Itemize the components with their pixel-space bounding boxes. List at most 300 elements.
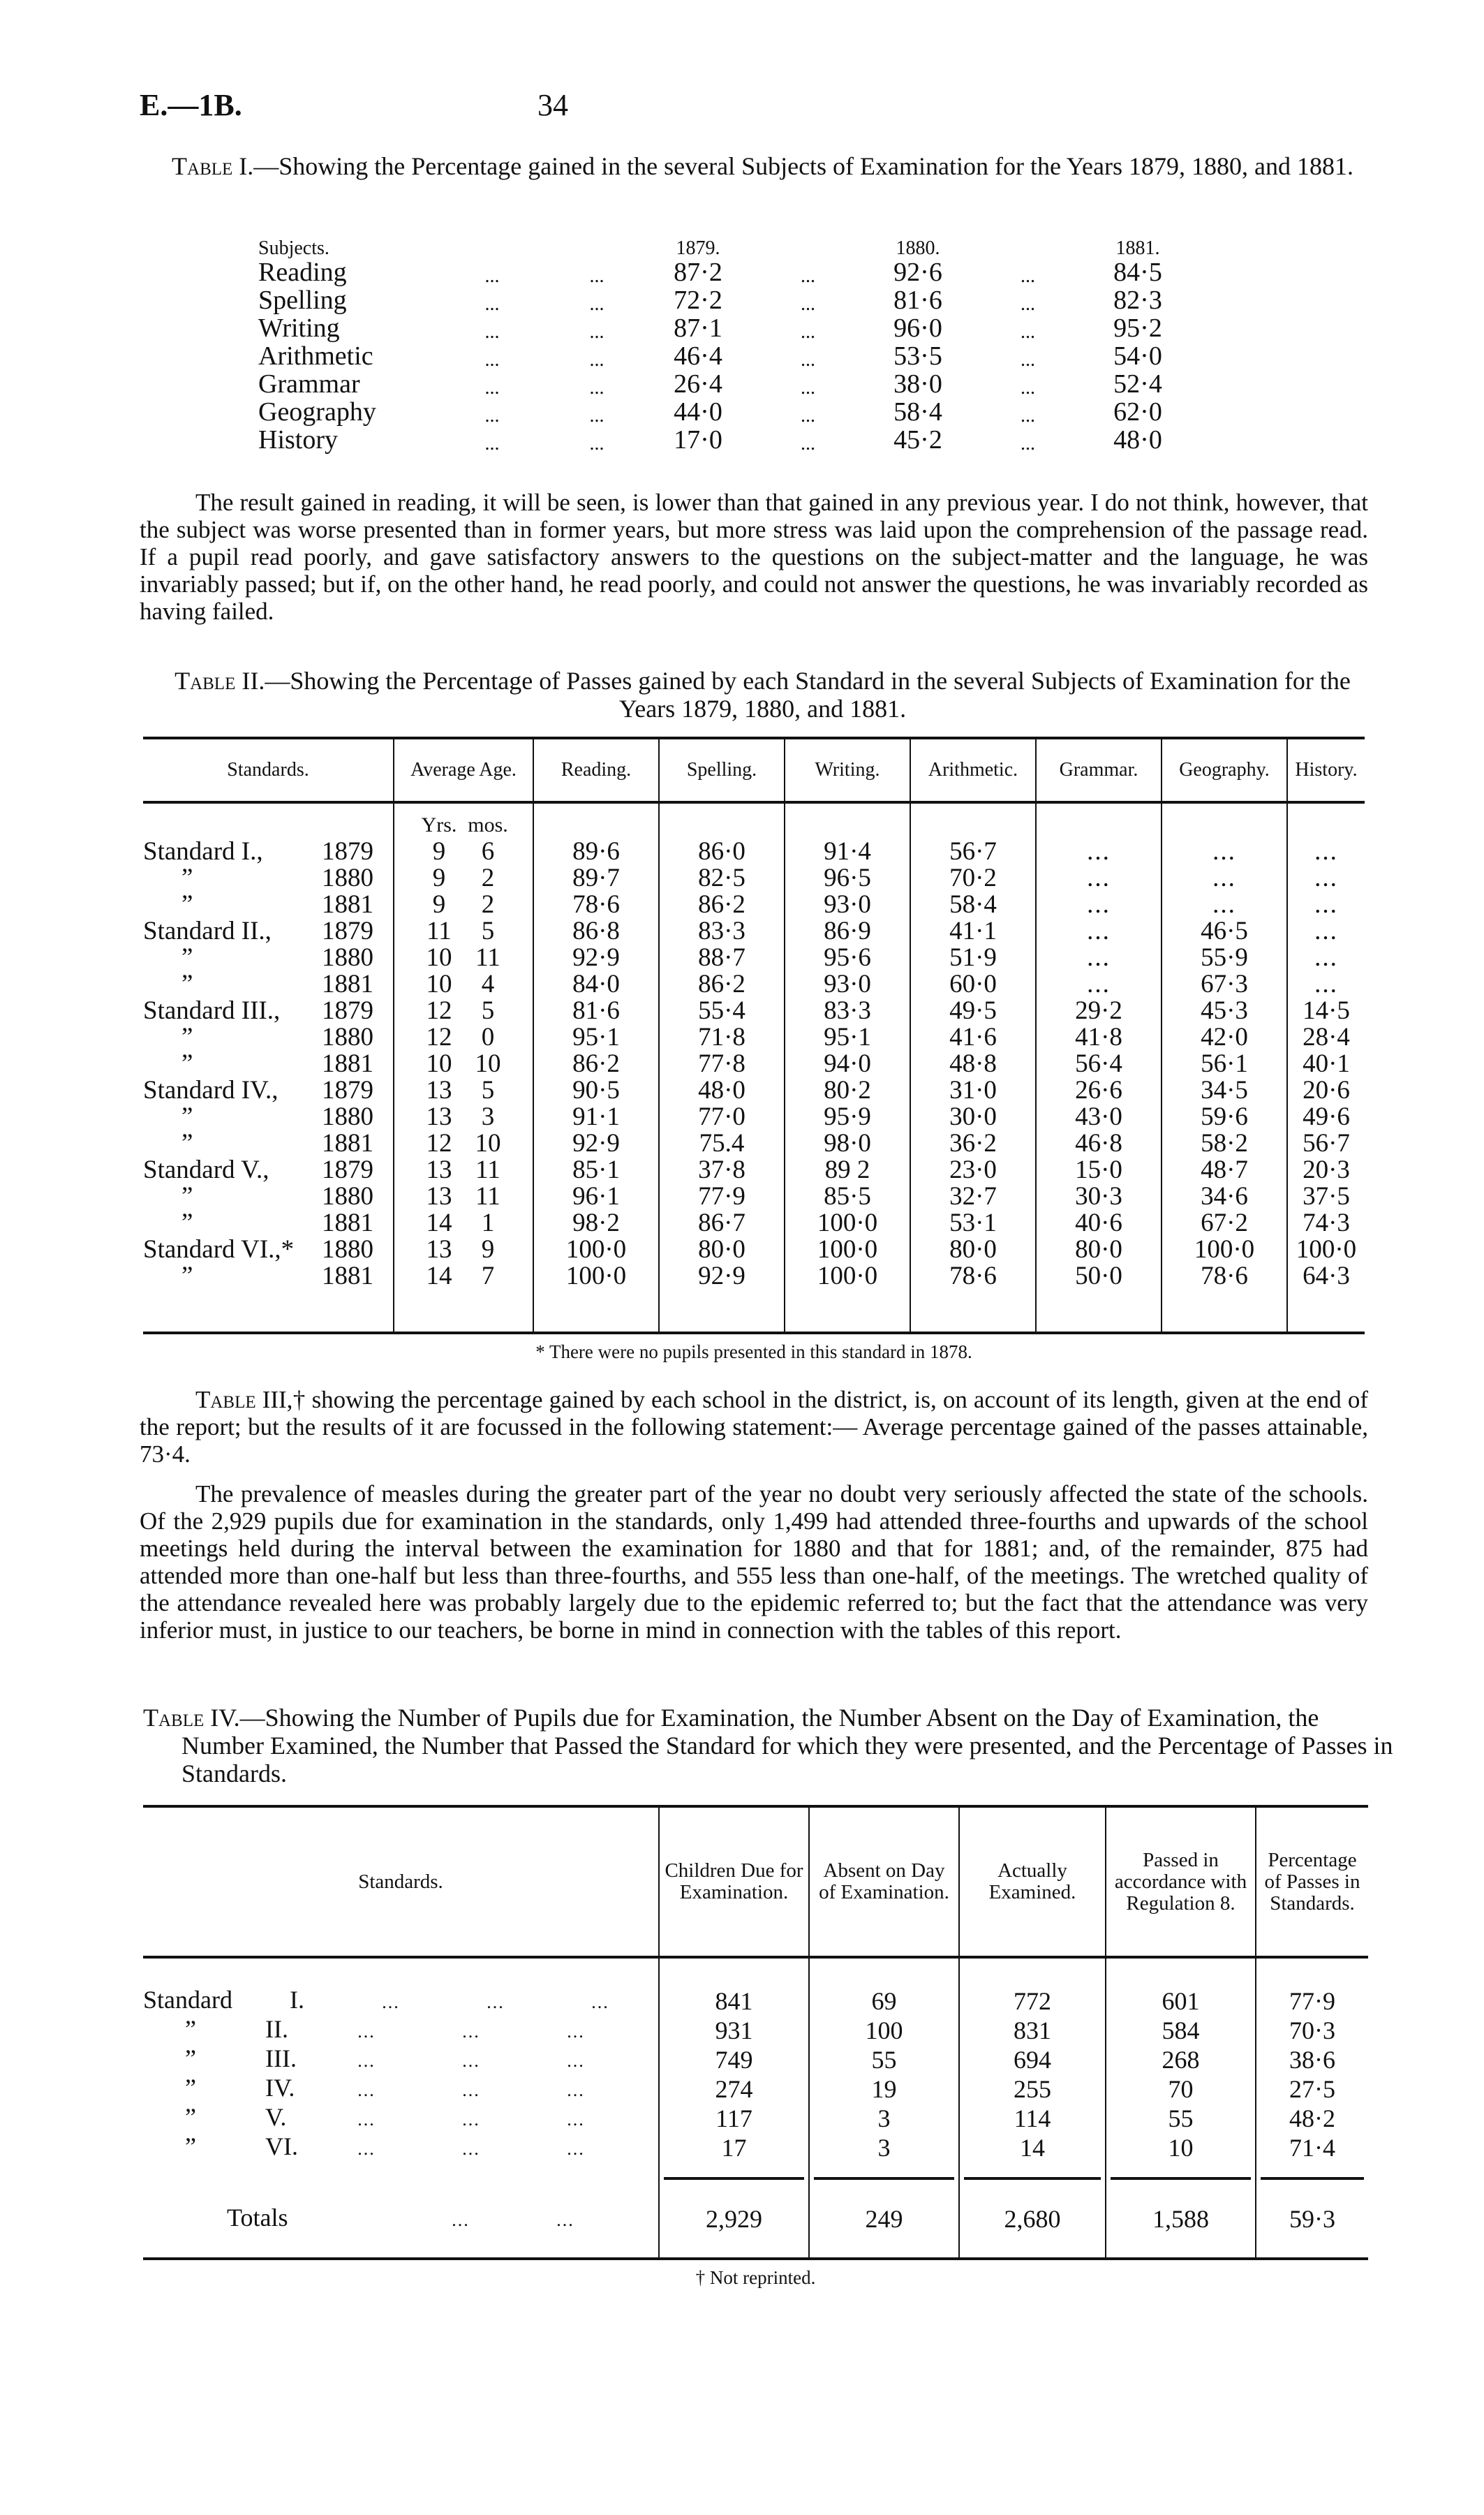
- cell-passed: 268: [1106, 2045, 1256, 2074]
- header-standards: Standards.: [227, 759, 309, 781]
- year: 1880: [322, 1102, 373, 1131]
- age-months: 5: [481, 917, 495, 945]
- standard-roman: V.: [265, 2103, 287, 2131]
- year: 1880: [322, 1023, 373, 1052]
- totals-label: Totals: [227, 2204, 288, 2232]
- cell-absent: 3: [809, 2133, 959, 2162]
- cell-geography: 56·1: [1162, 1051, 1287, 1077]
- total-due: 2,929: [659, 2181, 809, 2257]
- subject-name: History: [258, 425, 338, 455]
- value-1879: 87·1: [674, 314, 722, 343]
- cell-grammar: 29·2: [1036, 998, 1162, 1024]
- cell-reading: 91·1: [533, 1104, 659, 1130]
- cell-absent: 3: [809, 2104, 959, 2133]
- leader-dots: ...: [484, 433, 500, 455]
- value-1881: 84·5: [1113, 258, 1162, 287]
- leader-dots: ...: [589, 265, 604, 287]
- leader-dots: ...: [567, 2021, 585, 2042]
- header-percentage: Percentage of Passes in Standards.: [1256, 1808, 1368, 1957]
- cell-arithmetic: 58·4: [910, 892, 1036, 918]
- table2-row: [143, 1263, 1365, 1290]
- cell-arithmetic: 36·2: [910, 1130, 1036, 1157]
- value-1879: 72·2: [674, 286, 722, 315]
- cell-spelling: 82·5: [659, 865, 785, 892]
- cell-spelling: 77·8: [659, 1051, 785, 1077]
- total-percentage: 59·3: [1256, 2181, 1368, 2257]
- standard-label: ”: [181, 1182, 193, 1211]
- leader-dots: ...: [357, 2051, 376, 2071]
- leader-dots: ...: [801, 377, 815, 399]
- standard-label: Standard I.,: [143, 837, 263, 866]
- cell-spelling: 55·4: [659, 998, 785, 1024]
- standard-label: ”: [181, 943, 193, 972]
- year: 1879: [322, 996, 373, 1025]
- leader-dots: ...: [357, 2021, 376, 2042]
- cell-reading: 89·7: [533, 865, 659, 892]
- cell-reading: 96·1: [533, 1183, 659, 1210]
- table4: [143, 1805, 1368, 2289]
- age-months: 2: [481, 890, 495, 919]
- cell-history: 14·5: [1287, 998, 1365, 1024]
- table1-title: [157, 152, 1368, 180]
- cell-percentage: 48·2: [1256, 2104, 1368, 2133]
- value-1879: 46·4: [674, 341, 722, 371]
- table2-row: [143, 1237, 1365, 1263]
- age-months: 11: [475, 943, 500, 972]
- age-months: 11: [475, 1182, 500, 1211]
- header-absent: Absent on Day of Examination.: [809, 1808, 959, 1957]
- table2-row: [143, 839, 1365, 865]
- page-number: 34: [537, 88, 568, 122]
- cell-writing: 100·0: [785, 1263, 910, 1290]
- cell-examined: 694: [959, 2045, 1106, 2074]
- standard-prefix: ”: [185, 2015, 196, 2043]
- cell-spelling: 80·0: [659, 1237, 785, 1263]
- cell-grammar: ...: [1036, 839, 1162, 865]
- cell-reading: 78·6: [533, 892, 659, 918]
- cell-history: ...: [1287, 892, 1365, 918]
- cell-writing: 100·0: [785, 1210, 910, 1237]
- cell-history: ...: [1287, 839, 1365, 865]
- cell-grammar: ...: [1036, 892, 1162, 918]
- leader-dots: ...: [589, 433, 604, 455]
- cell-history: 64·3: [1287, 1263, 1365, 1290]
- table4-caption: —Showing the Number of Pupils due for Examination, the Number Absent on the Day of Examination, the Number Examined, the Number that Passed the Standard for which they were presented, and the Percentage of Passes in Standards.: [181, 1704, 1393, 1787]
- leader-dots: ...: [382, 1992, 400, 2012]
- table2-row: [143, 918, 1365, 945]
- table2-caption: —Showing the Percentage of Passes gained by each Standard in the several Subjects of Examination for the Years 1879, 1880, and 1881.: [265, 667, 1351, 723]
- header-1879: 1879.: [676, 237, 720, 259]
- age-months: 6: [481, 837, 495, 866]
- table2-row: [143, 1104, 1365, 1130]
- cell-writing: 85·5: [785, 1183, 910, 1210]
- value-1880: 92·6: [893, 258, 942, 287]
- cell-due: 841: [659, 1986, 809, 2016]
- cell-reading: 81·6: [533, 998, 659, 1024]
- cell-geography: 55·9: [1162, 945, 1287, 971]
- cell-spelling: 37·8: [659, 1157, 785, 1183]
- leader-dots: ...: [801, 321, 815, 343]
- age-years: 13: [426, 1156, 452, 1184]
- header-standards: Standards.: [358, 1870, 443, 1893]
- leader-dots: ...: [1021, 321, 1035, 343]
- cell-writing: 86·9: [785, 918, 910, 945]
- leader-dots: ...: [567, 2109, 585, 2130]
- unit-months: mos.: [468, 813, 508, 836]
- table2: [143, 737, 1365, 1363]
- value-1881: 48·0: [1113, 425, 1162, 455]
- cell-grammar: ...: [1036, 971, 1162, 998]
- cell-grammar: 80·0: [1036, 1237, 1162, 1263]
- subject-name: Spelling: [258, 286, 347, 315]
- cell-grammar: 46·8: [1036, 1130, 1162, 1157]
- cell-absent: 55: [809, 2045, 959, 2074]
- table4-row: [143, 2104, 1368, 2133]
- cell-due: 274: [659, 2074, 809, 2104]
- cell-spelling: 86·0: [659, 839, 785, 865]
- value-1881: 54·0: [1113, 341, 1162, 371]
- cell-examined: 114: [959, 2104, 1106, 2133]
- paragraph-text: The result gained in reading, it will be seen, is lower than that gained in any previous year. I do not think, however, that the subject was worse presented than in former years, but more stress was laid upon the comprehension of the passage read. If a pupil read poorly, and gave satisfactory answers to the questions on the subject-matter and the language, he was invariably passed; but if, on the other hand, he read poorly, and could not answer the questions, he was invariably recorded as having failed.: [140, 489, 1368, 625]
- cell-grammar: ...: [1036, 865, 1162, 892]
- leader-dots: ...: [567, 2051, 585, 2071]
- leader-dots: ...: [1021, 433, 1035, 455]
- total-examined: 2,680: [959, 2181, 1106, 2257]
- cell-history: 28·4: [1287, 1024, 1365, 1051]
- leader-dots: ...: [484, 293, 500, 315]
- cell-percentage: 71·4: [1256, 2133, 1368, 2162]
- cell-reading: 92·9: [533, 1130, 659, 1157]
- cell-geography: 59·6: [1162, 1104, 1287, 1130]
- age-months: 10: [475, 1129, 501, 1158]
- table4-label: Table IV.: [143, 1704, 240, 1732]
- year: 1880: [322, 943, 373, 972]
- age-months: 10: [475, 1049, 501, 1078]
- value-1880: 58·4: [893, 397, 942, 427]
- cell-writing: 91·4: [785, 839, 910, 865]
- cell-spelling: 77·0: [659, 1104, 785, 1130]
- standard-label: ”: [181, 1049, 193, 1078]
- age-years: 9: [432, 864, 446, 892]
- value-1881: 52·4: [1113, 369, 1162, 399]
- header-writing: Writing.: [785, 739, 910, 802]
- standard-label: Standard V.,: [143, 1156, 269, 1184]
- cell-writing: 95·6: [785, 945, 910, 971]
- total-passed: 1,588: [1106, 2181, 1256, 2257]
- year: 1880: [322, 1182, 373, 1211]
- cell-history: 74·3: [1287, 1210, 1365, 1237]
- leader-dots: ...: [487, 1992, 505, 2012]
- leader-dots: ...: [462, 2139, 480, 2159]
- cell-due: 749: [659, 2045, 809, 2074]
- cell-arithmetic: 78·6: [910, 1263, 1036, 1290]
- cell-writing: 98·0: [785, 1130, 910, 1157]
- age-years: 10: [426, 970, 452, 998]
- header-grammar: Grammar.: [1036, 739, 1162, 802]
- table1-caption: —Showing the Percentage gained in the several Subjects of Examination for the Years 1879, 1880, and 1881.: [253, 152, 1353, 180]
- cell-spelling: 92·9: [659, 1263, 785, 1290]
- cell-reading: 86·8: [533, 918, 659, 945]
- cell-reading: 92·9: [533, 945, 659, 971]
- leader-dots: ...: [462, 2080, 480, 2100]
- age-months: 9: [481, 1235, 495, 1264]
- cell-examined: 772: [959, 1986, 1106, 2016]
- cell-grammar: 26·6: [1036, 1077, 1162, 1104]
- value-1880: 96·0: [893, 314, 942, 343]
- cell-geography: 34·6: [1162, 1183, 1287, 1210]
- cell-arithmetic: 51·9: [910, 945, 1036, 971]
- table2-row: [143, 1051, 1365, 1077]
- value-1880: 81·6: [893, 286, 942, 315]
- cell-spelling: 86·2: [659, 892, 785, 918]
- value-1880: 38·0: [893, 369, 942, 399]
- header-subjects: Subjects.: [258, 237, 329, 259]
- cell-reading: 100·0: [533, 1263, 659, 1290]
- paragraph-measles: [140, 1480, 1368, 1644]
- header-arithmetic: Arithmetic.: [910, 739, 1036, 802]
- cell-reading: 86·2: [533, 1051, 659, 1077]
- value-1880: 53·5: [893, 341, 942, 371]
- header-passed: Passed in accordance with Regulation 8.: [1106, 1808, 1256, 1957]
- cell-arithmetic: 23·0: [910, 1157, 1036, 1183]
- cell-history: 100·0: [1287, 1237, 1365, 1263]
- table2-row: [143, 1183, 1365, 1210]
- age-months: 3: [481, 1102, 495, 1131]
- age-months: 2: [481, 864, 495, 892]
- unit-years: Yrs.: [421, 813, 457, 836]
- leader-dots: ...: [1021, 349, 1035, 371]
- age-years: 10: [426, 1049, 452, 1078]
- cell-history: ...: [1287, 865, 1365, 892]
- cell-grammar: 43·0: [1036, 1104, 1162, 1130]
- leader-dots: ...: [801, 265, 815, 287]
- cell-writing: 94·0: [785, 1051, 910, 1077]
- cell-arithmetic: 53·1: [910, 1210, 1036, 1237]
- table4-title: [143, 1704, 1407, 1787]
- cell-writing: 83·3: [785, 998, 910, 1024]
- leader-dots: ...: [801, 349, 815, 371]
- cell-percentage: 38·6: [1256, 2045, 1368, 2074]
- table1-row: [258, 427, 1333, 455]
- table2-row: [143, 865, 1365, 892]
- standard-label: ”: [181, 1129, 193, 1158]
- leader-dots: ...: [462, 2109, 480, 2130]
- table1-label: Table I.: [172, 152, 254, 180]
- cell-passed: 584: [1106, 2016, 1256, 2045]
- year: 1879: [322, 917, 373, 945]
- header-reading: Reading.: [533, 739, 659, 802]
- cell-examined: 255: [959, 2074, 1106, 2104]
- leader-dots: ...: [589, 293, 604, 315]
- cell-passed: 55: [1106, 2104, 1256, 2133]
- cell-history: ...: [1287, 971, 1365, 998]
- value-1881: 95·2: [1113, 314, 1162, 343]
- cell-spelling: 75.4: [659, 1130, 785, 1157]
- table2-row: [143, 945, 1365, 971]
- age-years: 12: [426, 1129, 452, 1158]
- cell-absent: 100: [809, 2016, 959, 2045]
- cell-passed: 601: [1106, 1986, 1256, 2016]
- age-years: 13: [426, 1102, 452, 1131]
- age-months: 11: [475, 1156, 500, 1184]
- age-years: 13: [426, 1235, 452, 1264]
- standard-label: ”: [181, 864, 193, 892]
- leader-dots: ...: [484, 349, 500, 371]
- year: 1879: [322, 1156, 373, 1184]
- cell-history: ...: [1287, 945, 1365, 971]
- leader-dots: ...: [357, 2080, 376, 2100]
- cell-absent: 69: [809, 1986, 959, 2016]
- standard-label: ”: [181, 1023, 193, 1052]
- cell-examined: 14: [959, 2133, 1106, 2162]
- table1-row: [258, 399, 1333, 427]
- standard-label: Standard IV.,: [143, 1076, 279, 1105]
- table1-row: [258, 316, 1333, 344]
- table2-row: [143, 892, 1365, 918]
- cell-due: 931: [659, 2016, 809, 2045]
- cell-examined: 831: [959, 2016, 1106, 2045]
- cell-writing: 93·0: [785, 971, 910, 998]
- table4-row: [143, 2045, 1368, 2074]
- cell-history: 40·1: [1287, 1051, 1365, 1077]
- table4-row: [143, 2074, 1368, 2104]
- table4-row: [143, 2016, 1368, 2045]
- cell-reading: 98·2: [533, 1210, 659, 1237]
- leader-dots: ...: [1021, 405, 1035, 427]
- standard-label: ”: [181, 890, 193, 919]
- cell-due: 17: [659, 2133, 809, 2162]
- leader-dots: ...: [357, 2109, 376, 2130]
- value-1879: 17·0: [674, 425, 722, 455]
- dagger-mark: †: [292, 1386, 306, 1413]
- cell-arithmetic: 70·2: [910, 865, 1036, 892]
- header-1880: 1880.: [896, 237, 940, 259]
- cell-spelling: 86·7: [659, 1210, 785, 1237]
- table4-bottom-rule: [143, 2257, 1368, 2260]
- cell-spelling: 83·3: [659, 918, 785, 945]
- cell-geography: 100·0: [1162, 1237, 1287, 1263]
- age-years: 13: [426, 1076, 452, 1105]
- year: 1881: [322, 1129, 373, 1158]
- header-1881: 1881.: [1115, 237, 1160, 259]
- header-examined: Actually Examined.: [959, 1808, 1106, 1957]
- cell-grammar: 50·0: [1036, 1263, 1162, 1290]
- cell-arithmetic: 49·5: [910, 998, 1036, 1024]
- leader-dots: ...: [1021, 377, 1035, 399]
- table2-bottom-rule: [143, 1332, 1365, 1334]
- age-months: 4: [481, 970, 495, 998]
- cell-spelling: 88·7: [659, 945, 785, 971]
- table2-row: [143, 1210, 1365, 1237]
- cell-geography: 67·2: [1162, 1210, 1287, 1237]
- leader-dots: ...: [801, 433, 815, 455]
- table1: [258, 235, 1333, 455]
- cell-spelling: 86·2: [659, 971, 785, 998]
- cell-grammar: 15·0: [1036, 1157, 1162, 1183]
- age-years: 14: [426, 1262, 452, 1290]
- cell-geography: 67·3: [1162, 971, 1287, 998]
- standard-roman: II.: [265, 2015, 288, 2043]
- cell-reading: 85·1: [533, 1157, 659, 1183]
- cell-history: 49·6: [1287, 1104, 1365, 1130]
- standard-roman: III.: [265, 2044, 297, 2072]
- leader-dots: ...: [484, 377, 500, 399]
- cell-arithmetic: 80·0: [910, 1237, 1036, 1263]
- value-1879: 26·4: [674, 369, 722, 399]
- leader-dots: ...: [591, 1992, 609, 2012]
- table2-row: [143, 1157, 1365, 1183]
- cell-arithmetic: 30·0: [910, 1104, 1036, 1130]
- cell-geography: 48·7: [1162, 1157, 1287, 1183]
- table2-row: [143, 971, 1365, 998]
- cell-geography: ...: [1162, 839, 1287, 865]
- standard-label: ”: [181, 1209, 193, 1237]
- age-months: 5: [481, 996, 495, 1025]
- cell-reading: 90·5: [533, 1077, 659, 1104]
- leader-dots: ...: [484, 321, 500, 343]
- cell-geography: 46·5: [1162, 918, 1287, 945]
- cell-passed: 70: [1106, 2074, 1256, 2104]
- header-history: History.: [1287, 739, 1365, 802]
- year: 1881: [322, 890, 373, 919]
- cell-geography: 58·2: [1162, 1130, 1287, 1157]
- leader-dots: ...: [357, 2139, 376, 2159]
- cell-history: 20·3: [1287, 1157, 1365, 1183]
- leader-dots: ...: [589, 321, 604, 343]
- cell-geography: 45·3: [1162, 998, 1287, 1024]
- table2-row: [143, 1130, 1365, 1157]
- cell-geography: ...: [1162, 892, 1287, 918]
- cell-due: 117: [659, 2104, 809, 2133]
- cell-history: 20·6: [1287, 1077, 1365, 1104]
- total-absent: 249: [809, 2181, 959, 2257]
- leader-dots: ...: [801, 293, 815, 315]
- year: 1880: [322, 1235, 373, 1264]
- cell-history: 37·5: [1287, 1183, 1365, 1210]
- standard-label: ”: [181, 970, 193, 998]
- table3-label: Table III,: [195, 1386, 293, 1413]
- table2-row: [143, 998, 1365, 1024]
- cell-writing: 100·0: [785, 1237, 910, 1263]
- table1-row: [258, 288, 1333, 316]
- cell-reading: 84·0: [533, 971, 659, 998]
- cell-writing: 95·1: [785, 1024, 910, 1051]
- year: 1880: [322, 864, 373, 892]
- standard-label: ”: [181, 1102, 193, 1131]
- cell-grammar: 41·8: [1036, 1024, 1162, 1051]
- cell-percentage: 77·9: [1256, 1986, 1368, 2016]
- table2-footnote: * There were no pupils presented in this standard in 1878.: [535, 1341, 972, 1362]
- cell-grammar: ...: [1036, 945, 1162, 971]
- table4-row: [143, 1986, 1368, 2016]
- year: 1881: [322, 1262, 373, 1290]
- standard-label: Standard VI.,*: [143, 1235, 295, 1264]
- leader-dots: ...: [589, 405, 604, 427]
- cell-geography: 78·6: [1162, 1263, 1287, 1290]
- subject-name: Grammar: [258, 369, 360, 399]
- age-years: 14: [426, 1209, 452, 1237]
- cell-writing: 89 2: [785, 1157, 910, 1183]
- table4-totals-row: [143, 2181, 1368, 2257]
- year: 1879: [322, 1076, 373, 1105]
- cell-spelling: 71·8: [659, 1024, 785, 1051]
- standard-label: Standard III.,: [143, 996, 281, 1025]
- table4-footnote: † Not reprinted.: [695, 2267, 816, 2288]
- age-months: 1: [481, 1209, 495, 1237]
- cell-grammar: 56·4: [1036, 1051, 1162, 1077]
- header-children-due: Children Due for Examination.: [659, 1808, 809, 1957]
- age-months: 7: [481, 1262, 495, 1290]
